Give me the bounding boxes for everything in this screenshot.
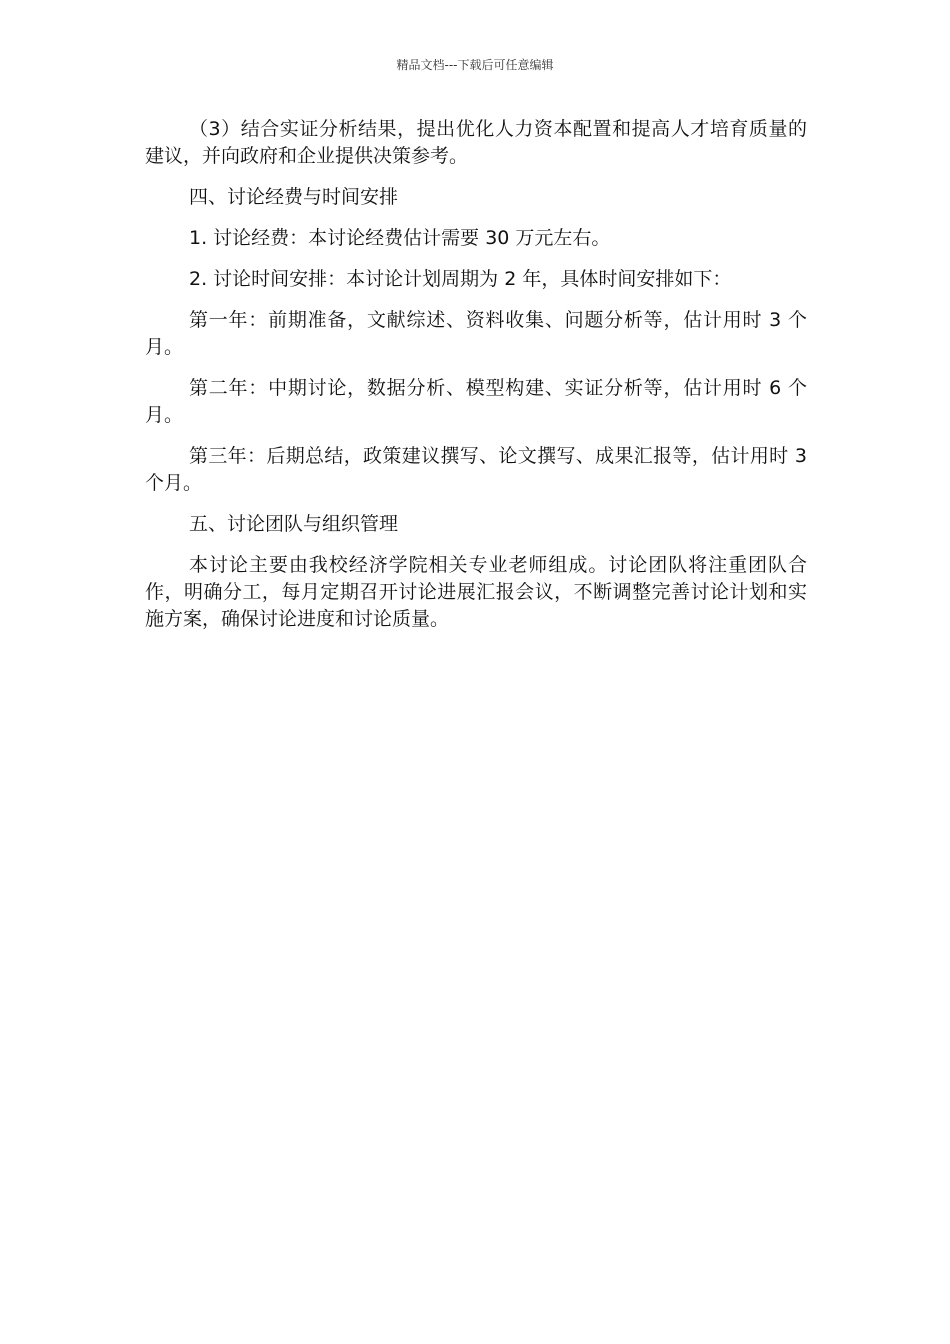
paragraph-team: 本讨论主要由我校经济学院相关专业老师组成。讨论团队将注重团队合作，明确分工，每月定期召开讨论进展汇报会议，不断调整完善讨论计划和实施方案，确保讨论进度和讨论质量。	[145, 554, 807, 630]
section-heading-funding-schedule: 四、讨论经费与时间安排	[189, 186, 399, 208]
paragraph-year-three: 第三年：后期总结，政策建议撰写、论文撰写、成果汇报等，估计用时 3 个月。	[145, 445, 807, 494]
paragraph-schedule: 2. 讨论时间安排：本讨论计划周期为 2 年，具体时间安排如下：	[189, 268, 732, 290]
paragraph-funding: 1. 讨论经费：本讨论经费估计需要 30 万元左右。	[189, 227, 611, 249]
paragraph-recommendations: （3）结合实证分析结果，提出优化人力资本配置和提高人才培育质量的建议，并向政府和企业提供决策参考。	[145, 118, 807, 167]
page-header: 精品文档---下载后可任意编辑	[396, 58, 554, 72]
document-body	[145, 116, 807, 647]
paragraph-year-one: 第一年：前期准备，文献综述、资料收集、问题分析等，估计用时 3 个月。	[145, 309, 807, 358]
section-heading-team: 五、讨论团队与组织管理	[189, 513, 399, 535]
paragraph-year-two: 第二年：中期讨论，数据分析、模型构建、实证分析等，估计用时 6 个月。	[145, 377, 807, 426]
